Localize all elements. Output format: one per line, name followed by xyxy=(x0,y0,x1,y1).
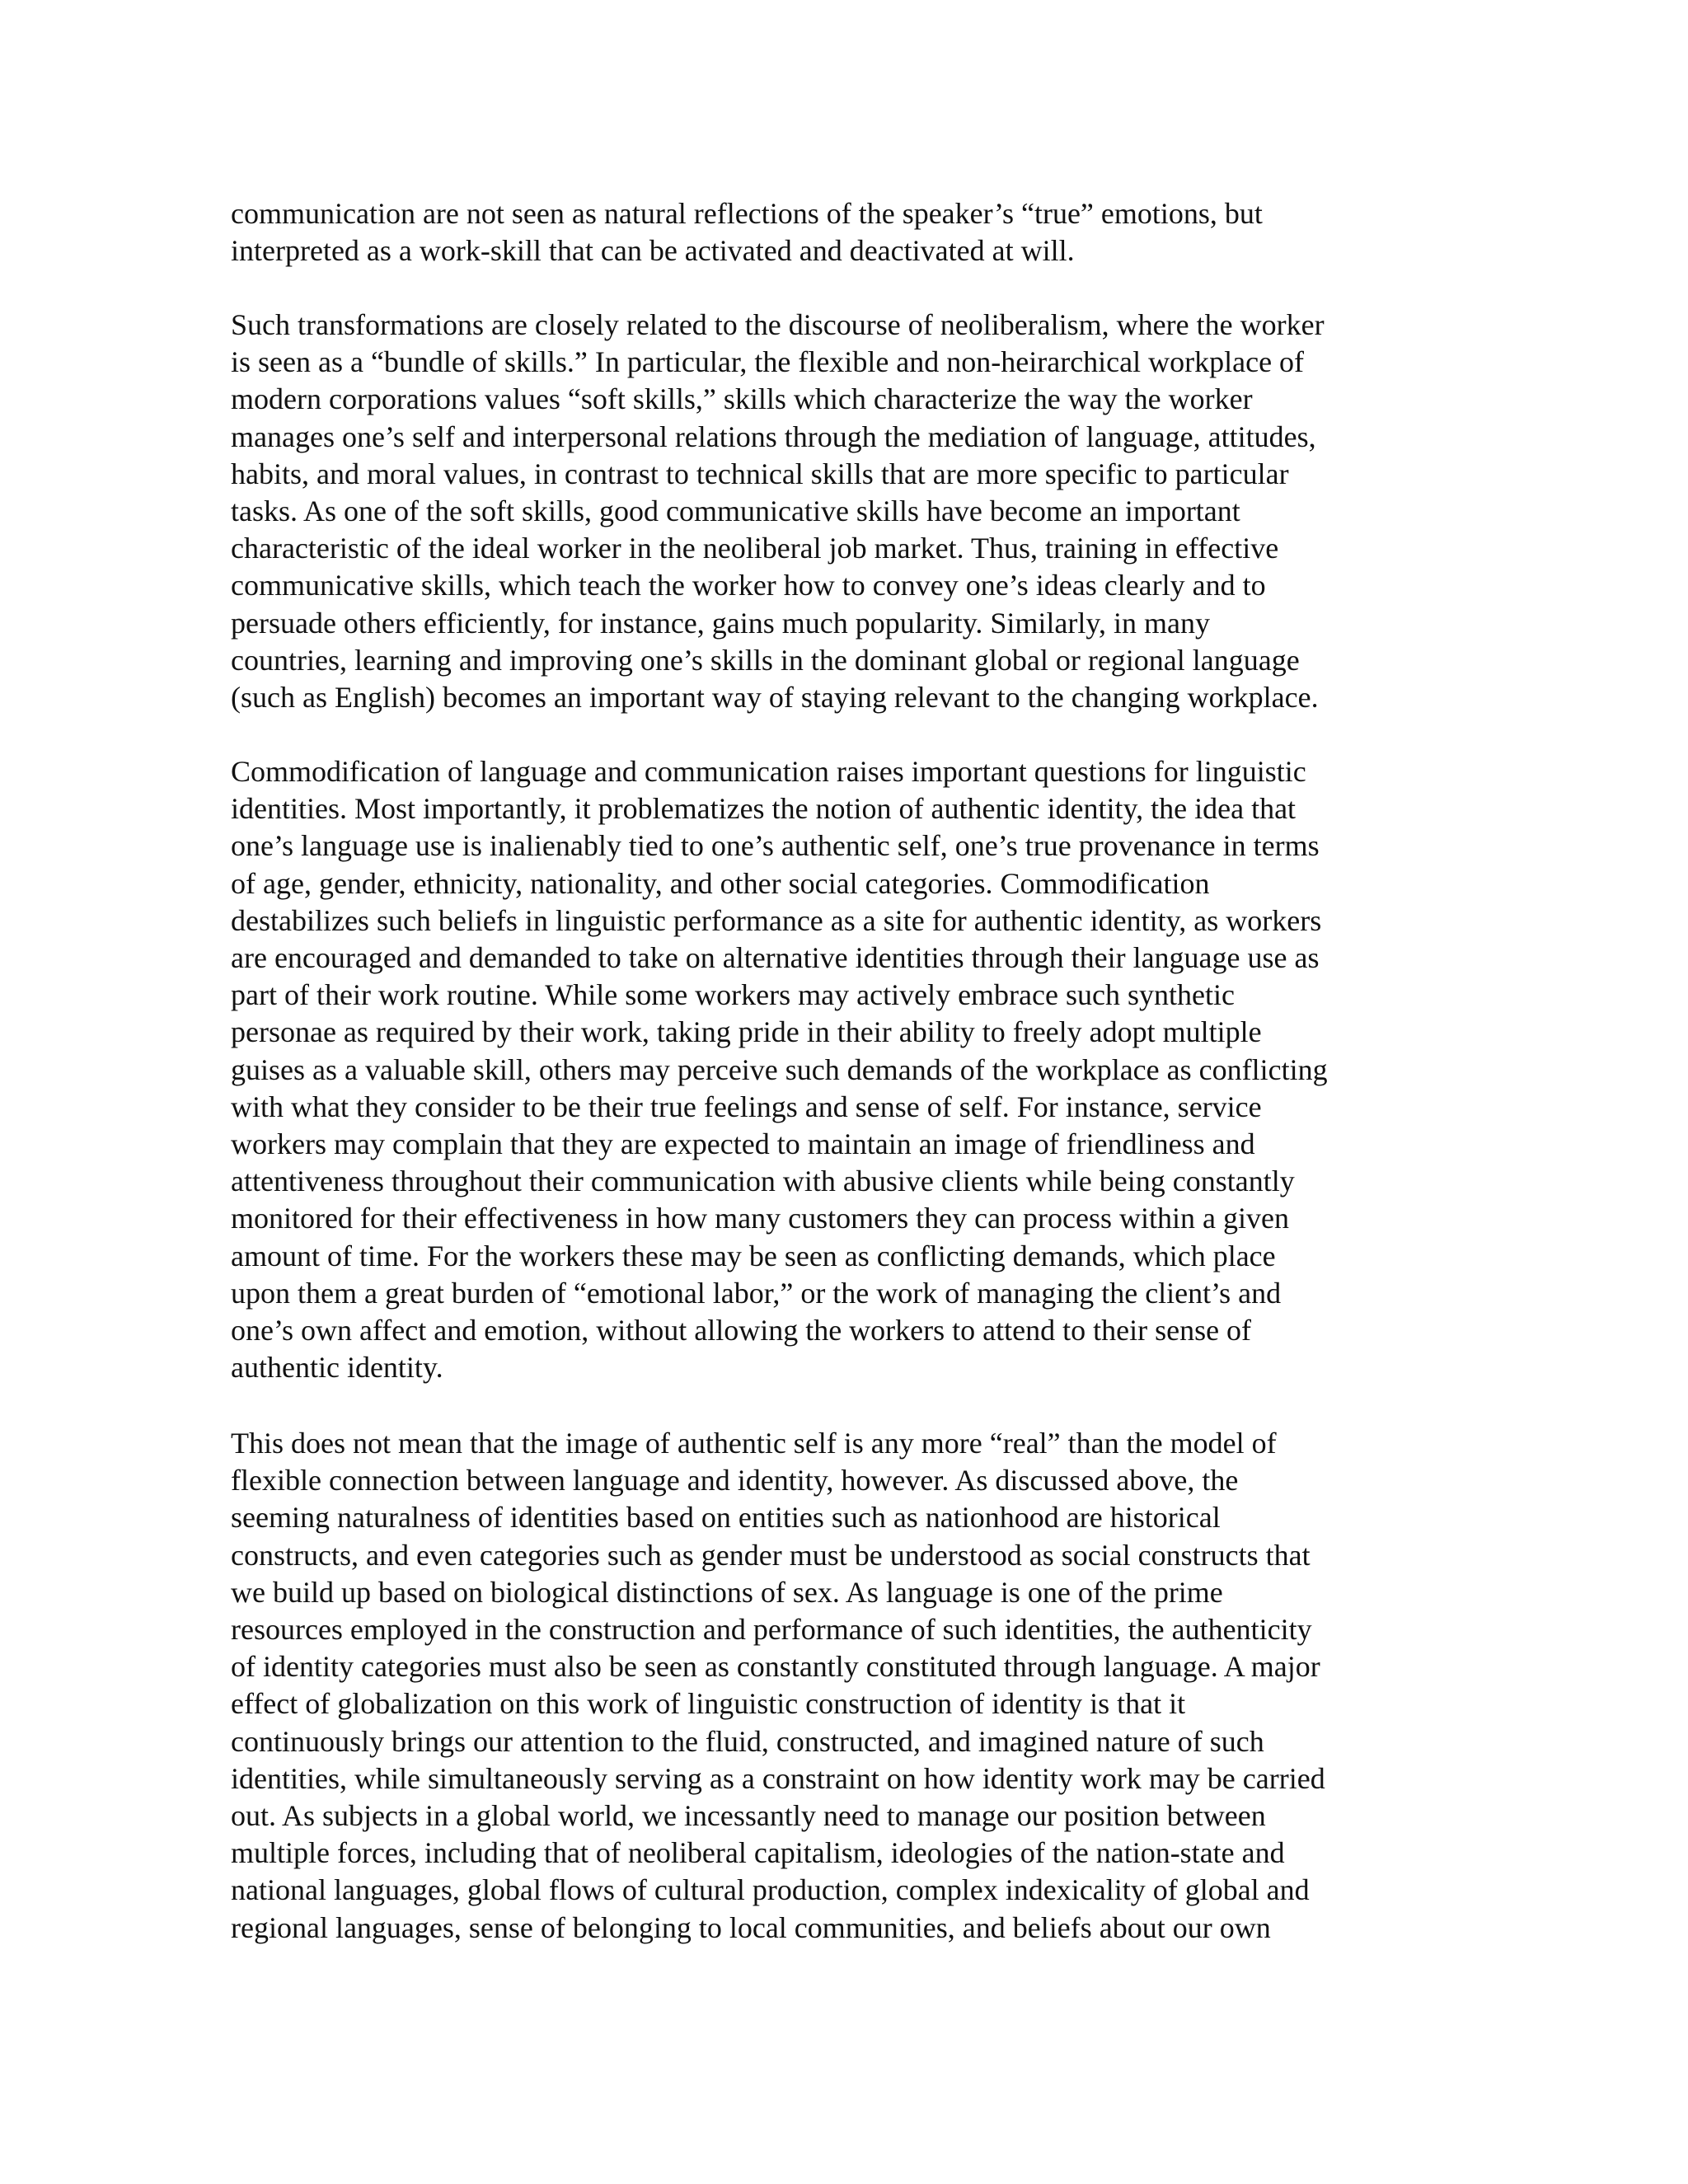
text-line: communication are not seen as natural reflections of the speaker’s “true” emotions, but xyxy=(231,197,1263,230)
text-line: tasks. As one of the soft skills, good communicative skills have become an important xyxy=(231,494,1240,528)
text-line: one’s own affect and emotion, without allowing the workers to attend to their sense of xyxy=(231,1314,1252,1347)
text-line: workers may complain that they are expected to maintain an image of friendliness and xyxy=(231,1127,1255,1161)
paragraph-2 xyxy=(231,307,1451,716)
text-line: amount of time. For the workers these may be seen as conflicting demands, which place xyxy=(231,1239,1276,1272)
text-line: authentic identity. xyxy=(231,1351,443,1385)
text-line: (such as English) becomes an important way of staying relevant to the changing workplace. xyxy=(231,681,1319,715)
text-line: persuade others efficiently, for instance, gains much popularity. Similarly, in many xyxy=(231,606,1211,640)
text-line: continuously brings our attention to the fluid, constructed, and imagined nature of such xyxy=(231,1724,1264,1758)
text-line: multiple forces, including that of neoliberal capitalism, ideologies of the nation-state and xyxy=(231,1836,1285,1870)
paragraph-1 xyxy=(231,195,1451,269)
text-line: characteristic of the ideal worker in the neoliberal job market. Thus, training in effective xyxy=(231,532,1279,565)
text-line: monitored for their effectiveness in how many customers they can process within a given xyxy=(231,1202,1289,1235)
text-line: Such transformations are closely related to the discourse of neoliberalism, where the worker xyxy=(231,308,1325,341)
text-line: countries, learning and improving one’s skills in the dominant global or regional language xyxy=(231,643,1300,677)
text-line: seeming naturalness of identities based on entities such as nationhood are historical xyxy=(231,1501,1221,1535)
text-line: attentiveness throughout their communication with abusive clients while being constantly xyxy=(231,1165,1295,1198)
text-line: Commodification of language and communication raises important questions for linguistic xyxy=(231,755,1306,788)
text-line: identities, while simultaneously serving as a constraint on how identity work may be carried xyxy=(231,1761,1325,1795)
text-line: communicative skills, which teach the worker how to convey one’s ideas clearly and to xyxy=(231,569,1266,602)
text-line: manages one’s self and interpersonal relations through the mediation of language, attitudes, xyxy=(231,419,1316,453)
text-line: we build up based on biological distinctions of sex. As language is one of the prime xyxy=(231,1575,1223,1609)
text-line: constructs, and even categories such as gender must be understood as social constructs that xyxy=(231,1538,1311,1572)
text-line: of identity categories must also be seen as constantly constituted through language. A major xyxy=(231,1650,1320,1684)
text-line: part of their work routine. While some workers may actively embrace such synthetic xyxy=(231,978,1235,1012)
text-line: resources employed in the construction and performance of such identities, the authenticity xyxy=(231,1613,1312,1647)
paragraph-3 xyxy=(231,753,1451,1386)
paragraph-4 xyxy=(231,1425,1451,1947)
text-line: of age, gender, ethnicity, nationality, and other social categories. Commodification xyxy=(231,866,1210,900)
text-line: This does not mean that the image of authentic self is any more “real” than the model of xyxy=(231,1427,1277,1460)
text-line: identities. Most importantly, it problematizes the notion of authentic identity, the idea that xyxy=(231,792,1296,826)
text-line: one’s language use is inalienably tied to one’s authentic self, one’s true provenance in terms xyxy=(231,829,1320,863)
text-line: is seen as a “bundle of skills.” In particular, the flexible and non-heirarchical workplace of xyxy=(231,345,1305,379)
text-line: habits, and moral values, in contrast to technical skills that are more specific to particular xyxy=(231,457,1289,490)
text-line: personae as required by their work, taking pride in their ability to freely adopt multiple xyxy=(231,1015,1262,1049)
text-line: effect of globalization on this work of linguistic construction of identity is that it xyxy=(231,1687,1186,1721)
text-line: out. As subjects in a global world, we incessantly need to manage our position between xyxy=(231,1799,1266,1833)
text-line: guises as a valuable skill, others may perceive such demands of the workplace as conflicting xyxy=(231,1052,1328,1086)
text-line: with what they consider to be their true feelings and sense of self. For instance, service xyxy=(231,1090,1262,1123)
text-line: destabilizes such beliefs in linguistic performance as a site for authentic identity, as workers xyxy=(231,903,1322,937)
text-line: modern corporations values “soft skills,” skills which characterize the way the worker xyxy=(231,382,1253,416)
text-line: national languages, global flows of cultural production, complex indexicality of global and xyxy=(231,1873,1310,1907)
text-line: interpreted as a work-skill that can be activated and deactivated at will. xyxy=(231,234,1075,268)
text-line: upon them a great burden of “emotional labor,” or the work of managing the client’s and xyxy=(231,1276,1282,1310)
text-line: flexible connection between language and identity, however. As discussed above, the xyxy=(231,1464,1239,1497)
text-line: regional languages, sense of belonging to local communities, and beliefs about our own xyxy=(231,1910,1271,1944)
text-line: are encouraged and demanded to take on alternative identities through their language use as xyxy=(231,941,1320,975)
